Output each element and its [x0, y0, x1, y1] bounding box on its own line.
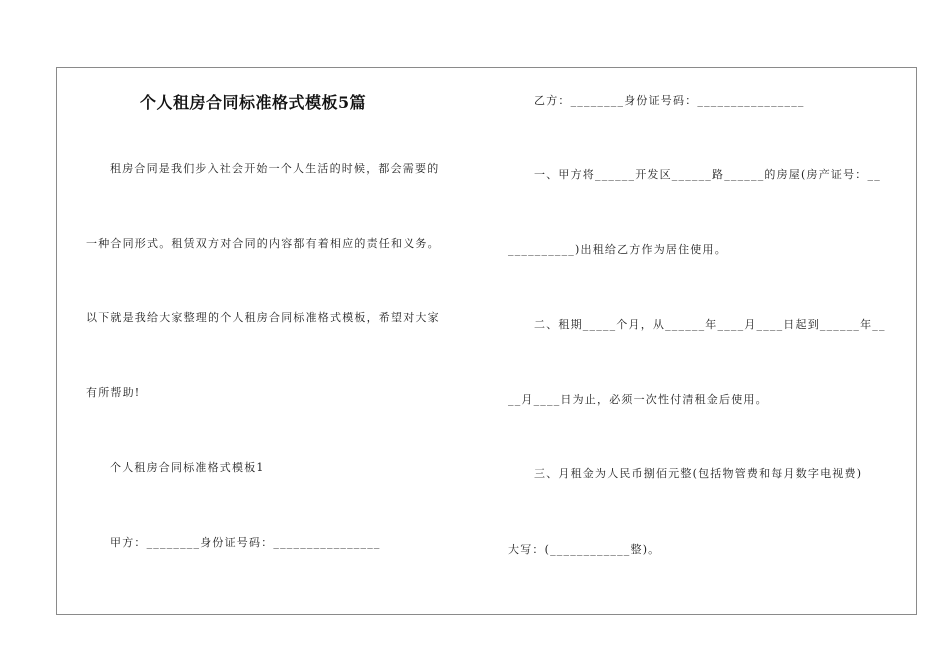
- page-frame: [56, 67, 917, 615]
- intro-line-2: 一种合同形式。租赁双方对合同的内容都有着相应的责任和义务。: [86, 237, 440, 250]
- intro-line-1: 租房合同是我们步入社会开始一个人生活的时候，都会需要的: [110, 162, 440, 175]
- party-b-line: 乙方：________身份证号码：________________: [534, 94, 805, 107]
- clause-3-line-2: 大写：(____________整)。: [508, 543, 661, 556]
- clause-2-line-1: 二、租期_____个月，从______年____月____日起到______年__: [534, 318, 886, 331]
- document-title: 个人租房合同标准格式模板5篇: [140, 93, 367, 112]
- section-heading: 个人租房合同标准格式模板1: [110, 461, 265, 474]
- intro-line-4: 有所帮助!: [86, 386, 141, 399]
- clause-2-line-2: __月____日为止，必须一次性付清租金后使用。: [508, 393, 768, 406]
- party-a-line: 甲方：________身份证号码：________________: [110, 536, 381, 549]
- intro-line-3: 以下就是我给大家整理的个人租房合同标准格式模板，希望对大家: [86, 311, 440, 324]
- clause-1-line-1: 一、甲方将______开发区______路______的房屋(房产证号：__: [534, 168, 881, 181]
- clause-1-line-2: __________)出租给乙方作为居住使用。: [508, 243, 727, 256]
- clause-3-line-1: 三、月租金为人民币捌佰元整(包括物管费和每月数字电视费): [534, 467, 863, 480]
